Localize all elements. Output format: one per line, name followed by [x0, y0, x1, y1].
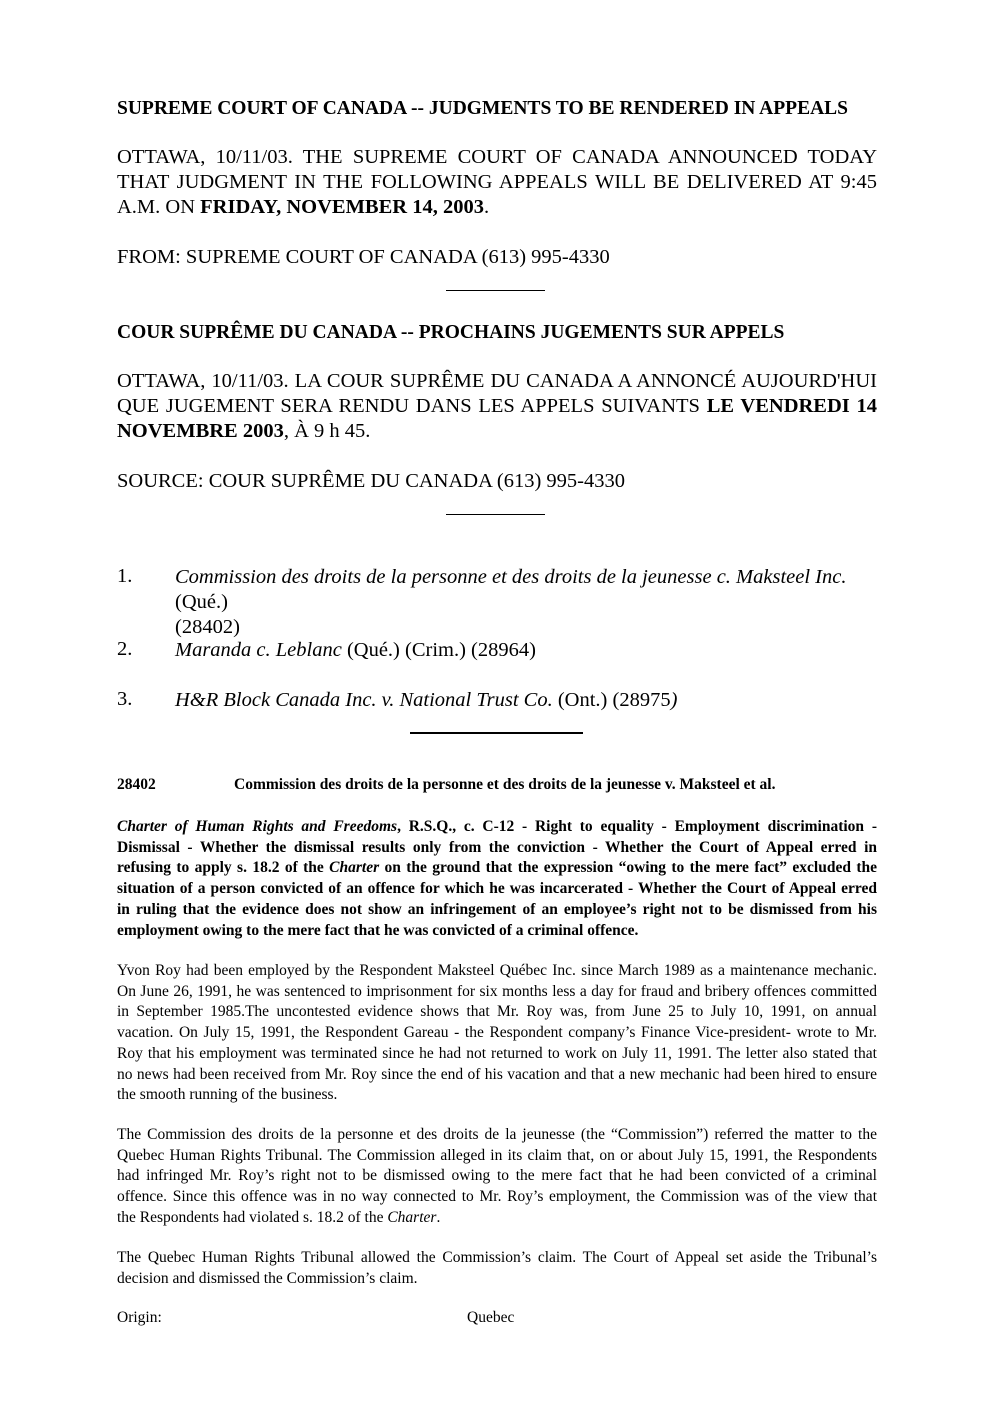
- text-segment: refusing to apply s. 18.2 of the: [117, 859, 330, 877]
- text-line: On June 26, 1991, he was sentenced to imprisonment for six months less a day for fraud and bribery offences committed: [117, 982, 877, 1000]
- list-item-text: [175, 565, 877, 640]
- facts-paragraph: [117, 961, 877, 1106]
- french-announcement-time: , À 9 h 45.: [283, 420, 371, 442]
- text-line: Roy that his employment was terminated since he had not returned to work on July 11, 1991. The letter also stated that: [117, 1044, 877, 1062]
- list-item-number: 2.: [117, 638, 133, 660]
- text-line: [117, 817, 877, 838]
- english-announcement-line3: [117, 196, 489, 219]
- appeal-jurisdiction: (Qué.): [175, 591, 228, 613]
- list-item-text: [175, 688, 877, 713]
- italic-text: Charter of Human Rights and Freedoms: [117, 818, 398, 835]
- french-title: COUR SUPRÊME DU CANADA -- PROCHAINS JUGEMENTS SUR APPELS: [117, 322, 785, 343]
- claim-paragraph: [117, 1125, 877, 1229]
- english-announcement-period: .: [483, 196, 490, 218]
- text-line: had infringed Mr. Roy’s right not to be dismissed owing to the mere fact that he had been convicted of a criminal: [117, 1167, 877, 1185]
- text-line: no news had been received from Mr. Roy since the end of his vacation and that a new mechanic had been hired to ensure: [117, 1065, 877, 1083]
- appeal-title: Maranda c. Leblanc: [175, 639, 342, 661]
- section-divider-thick: [410, 732, 583, 734]
- french-announcement-prefix: QUE JUGEMENT SERA RENDU DANS LES APPELS SUIVANTS: [117, 395, 707, 417]
- appeal-title: Commission des droits de la personne et des droits de la jeunesse c. Maksteel Inc.: [175, 566, 847, 588]
- text-line: offence. Since this offence was in no way connected to Mr. Roy’s employment, the Commission was of the view that: [117, 1188, 877, 1206]
- section-divider: [446, 514, 545, 515]
- italic-text: Charter: [387, 1208, 437, 1226]
- text-line: decision and dismissed the Commission’s claim.: [117, 1269, 418, 1287]
- text-line: the smooth running of the business.: [117, 1086, 338, 1104]
- text-line: [117, 838, 877, 859]
- outcome-paragraph: [117, 1248, 877, 1289]
- text-segment: on the ground that the expression “owing to the mere fact” excluded the: [379, 859, 877, 877]
- italic-text: Charter: [329, 859, 380, 877]
- english-announcement-line2: THAT JUDGMENT IN THE FOLLOWING APPEALS WILL BE DELIVERED AT 9:45: [117, 171, 877, 193]
- text-line: [117, 921, 877, 942]
- text-line: [117, 858, 877, 879]
- origin-label: Origin:: [117, 1309, 162, 1326]
- text-segment: employment owing to the mere fact that he was convicted of a criminal offence.: [117, 921, 639, 939]
- text-line: Yvon Roy had been employed by the Respondent Maksteel Québec Inc. since March 1989 as a maintenance mechanic.: [117, 962, 877, 979]
- text-segment: .: [436, 1208, 441, 1226]
- text-line: [117, 1208, 877, 1229]
- french-judgment-date-part1: LE VENDREDI 14: [706, 395, 877, 417]
- case-number: 28402: [117, 776, 156, 793]
- appeal-closing-paren: ): [670, 689, 678, 711]
- english-title: SUPREME COURT OF CANADA -- JUDGMENTS TO BE RENDERED IN APPEALS: [117, 98, 849, 119]
- text-segment: Dismissal - Whether the dismissal results only from the conviction - Whether the Court of Appeal erred in: [117, 838, 877, 856]
- english-announcement-line1: OTTAWA, 10/11/03. THE SUPREME COURT OF CANADA ANNOUNCED TODAY: [117, 146, 877, 168]
- origin-value: Quebec: [467, 1309, 515, 1326]
- text-line: The Commission des droits de la personne et des droits de la jeunesse (the “Commission”) referred the matter to the: [117, 1126, 877, 1143]
- list-item-number: 3.: [117, 688, 133, 710]
- french-announcement-line1: OTTAWA, 10/11/03. LA COUR SUPRÊME DU CANADA A ANNONCÉ AUJOURD'HUI: [117, 370, 877, 392]
- text-segment: situation of a person convicted of an offence for which he was incarcerated - Whether the Court of Appeal erred: [117, 880, 877, 898]
- appeal-docket: (28402): [175, 616, 240, 638]
- appeal-jurisdiction: (Qué.) (Crim.) (28964): [341, 639, 536, 661]
- text-segment: the Respondents had violated s. 18.2 of the: [117, 1208, 388, 1226]
- french-judgment-date-part2: NOVEMBRE 2003: [117, 420, 284, 442]
- text-line: The Quebec Human Rights Tribunal allowed the Commission’s claim. The Court of Appeal set aside the Tribunal’s: [117, 1249, 877, 1266]
- french-announcement-line2: [117, 395, 877, 418]
- text-line: in September 1985.The uncontested evidence shows that Mr. Roy was, from June 25 to July 10, 1991, on annual: [117, 1003, 877, 1021]
- french-announcement-line3: [117, 420, 370, 443]
- english-from-line: FROM: SUPREME COURT OF CANADA (613) 995-4330: [117, 246, 610, 268]
- french-source-line: SOURCE: COUR SUPRÊME DU CANADA (613) 995-4330: [117, 470, 625, 492]
- text-line: Quebec Human Rights Tribunal. The Commission alleged in its claim that, on or about July 15, 1991, the Respondents: [117, 1146, 877, 1164]
- text-line: [117, 900, 877, 921]
- text-segment: in ruling that the evidence does not show an infringement of an employee’s right not to be dismissed from his: [117, 900, 877, 918]
- english-announcement-prefix: A.M. ON: [117, 196, 201, 218]
- list-item-text: [175, 638, 877, 663]
- case-name: Commission des droits de la personne et des droits de la jeunesse v. Maksteel et al.: [234, 776, 776, 793]
- text-segment: , R.S.Q., c. C-12 - Right to equality - Employment discrimination -: [397, 818, 877, 835]
- appeal-title: H&R Block Canada Inc. v. National Trust Co.: [175, 689, 553, 711]
- case-summary: [117, 817, 877, 941]
- text-line: vacation. On July 15, 1991, the Respondent Gareau - the Respondent company’s Finance Vice-president- wrote to Mr.: [117, 1024, 877, 1042]
- list-item-number: 1.: [117, 565, 133, 587]
- appeal-jurisdiction: (Ont.) (28975: [552, 689, 671, 711]
- english-judgment-date: FRIDAY, NOVEMBER 14, 2003: [200, 196, 484, 218]
- section-divider: [446, 290, 545, 291]
- text-line: [117, 879, 877, 900]
